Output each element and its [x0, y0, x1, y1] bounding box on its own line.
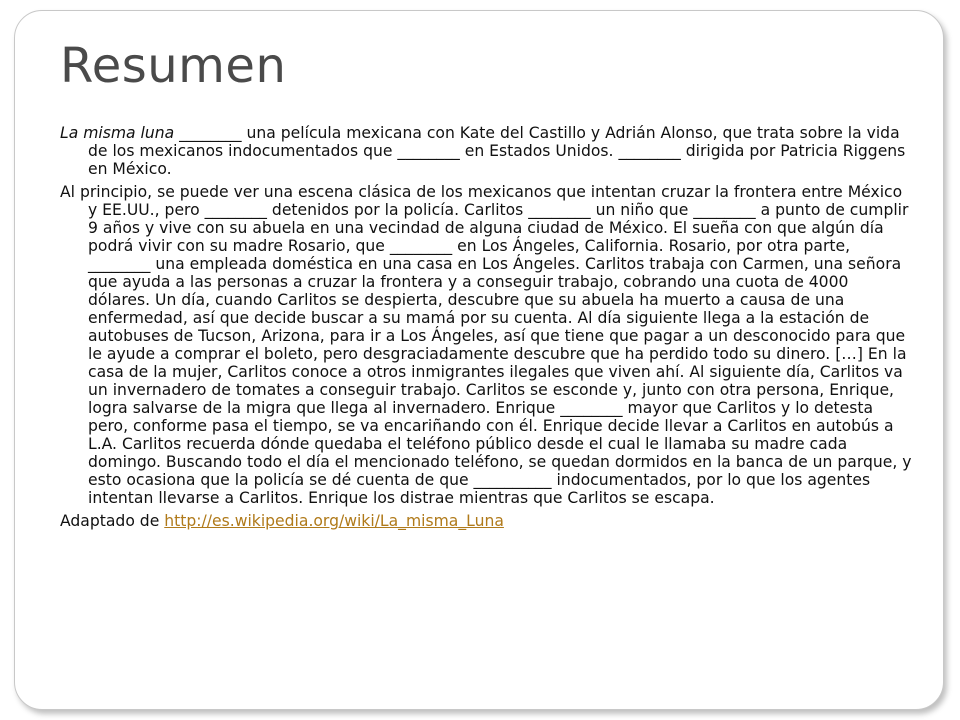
intro-paragraph: [60, 124, 915, 178]
slide-title: Resumen: [60, 38, 287, 94]
source-prefix: Adaptado de: [60, 512, 165, 530]
intro-paragraph-text: ________ una película mexicana con Kate del Castillo y Adrián Alonso, que trata sobre la vida de los mexicanos indocumentados que ________ en Estados Unidos. ________ dirigida por Patricia Riggens en México.: [88, 124, 906, 178]
source-line: [60, 512, 915, 530]
source-link[interactable]: http://es.wikipedia.org/wiki/La_misma_Luna: [164, 512, 504, 530]
film-title: La misma luna: [60, 124, 175, 142]
plot-paragraph: Al principio, se puede ver una escena clásica de los mexicanos que intentan cruzar la frontera entre México y EE.UU., pero ________ detenidos por la policía. Carlitos ________ un niño que ________ a punto de cumplir 9 años y vive con su abuela en una vecindad de alguna ciudad de México. El sueña con que algún día podrá vivir con su madre Rosario, que ________ en Los Ángeles, California. Rosario, por otra parte, ________ una empleada doméstica en una casa en Los Ángeles. Carlitos trabaja con Carmen, una señora que ayuda a las personas a cruzar la frontera y a conseguir trabajo, cobrando una cuota de 4000 dólares. Un día, cuando Carlitos se despierta, descubre que su abuela ha muerto a causa de una enfermedad, así que decide buscar a su mamá por su cuenta. Al día siguiente llega a la estación de autobuses de Tucson, Arizona, para ir a Los Ángeles, así que tiene que pagar a un desconocido para que le ayude a comprar el boleto, pero desgraciadamente descubre que ha perdido todo su dinero. […] En la casa de la mujer, Carlitos conoce a otros inmigrantes ilegales que viven ahí. Al siguiente día, Carlitos va un invernadero de tomates a conseguir trabajo. Carlitos se esconde y, junto con otra persona, Enrique, logra salvarse de la migra que llega al invernadero. Enrique ________ mayor que Carlitos y lo detesta pero, conforme pasa el tiempo, se va encariñando con él. Enrique decide llevar a Carlitos en autobús a L.A. Carlitos recuerda dónde quedaba el teléfono público desde el cual le llamaba su madre cada domingo. Buscando todo el día el mencionado teléfono, se quedan dormidos en la banca de un parque, y esto ocasiona que la policía se dé cuenta de que __________ indocumentados, por lo que los agentes intentan llevarse a Carlitos. Enrique los distrae mientras que Carlitos se escapa.: [60, 183, 912, 507]
summary-body: [60, 124, 915, 530]
